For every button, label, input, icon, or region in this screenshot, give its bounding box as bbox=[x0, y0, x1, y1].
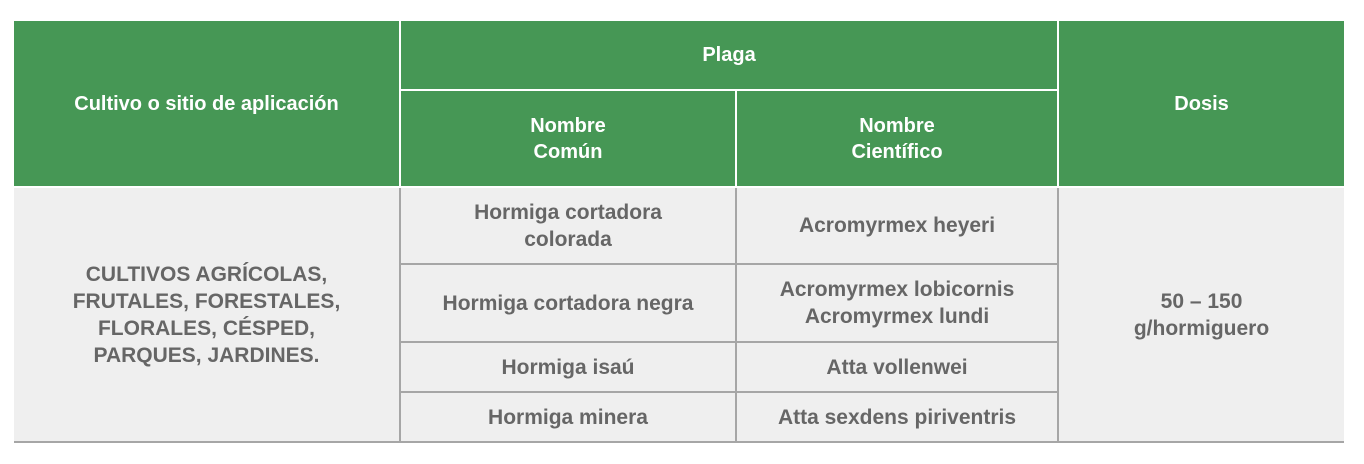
dosage-table bbox=[14, 21, 1344, 443]
table-row bbox=[14, 187, 1344, 264]
common-name-line: Hormiga cortadora negra bbox=[442, 291, 694, 315]
dosage-table-container bbox=[14, 21, 1344, 443]
crop-line: FLORALES, CÉSPED, bbox=[97, 316, 316, 340]
header-crop: Cultivo o sitio de aplicación bbox=[14, 21, 400, 187]
scientific-name-line: Acromyrmex lundi bbox=[804, 305, 990, 328]
scientific-name-cell bbox=[736, 392, 1058, 442]
common-name-cell bbox=[400, 264, 736, 342]
dose-line: g/hormiguero bbox=[1133, 316, 1270, 340]
crop-line: PARQUES, JARDINES. bbox=[93, 343, 320, 367]
header-scientific-name bbox=[736, 90, 1058, 187]
common-name-line: colorada bbox=[524, 227, 612, 251]
header-pest: Plaga bbox=[400, 21, 1058, 90]
crop-line: FRUTALES, FORESTALES, bbox=[72, 289, 341, 313]
common-name-cell bbox=[400, 392, 736, 442]
scientific-name-cell bbox=[736, 187, 1058, 264]
crop-cell bbox=[14, 187, 400, 442]
common-name-line: Hormiga cortadora bbox=[474, 200, 662, 224]
header-scientific-name-line: Científico bbox=[851, 140, 943, 163]
scientific-name-line: Acromyrmex lobicornis bbox=[779, 278, 1015, 301]
common-name-line: Hormiga isaú bbox=[501, 355, 635, 379]
scientific-name-line: Atta sexdens piriventris bbox=[777, 405, 1017, 429]
scientific-name-line: Acromyrmex heyeri bbox=[798, 214, 996, 237]
common-name-cell bbox=[400, 342, 736, 392]
dose-line: 50 – 150 bbox=[1160, 289, 1243, 313]
header-dose: Dosis bbox=[1058, 21, 1344, 187]
scientific-name-cell bbox=[736, 264, 1058, 342]
header-common-name-line: Nombre bbox=[530, 114, 606, 137]
header-common-name-line: Común bbox=[533, 140, 603, 163]
scientific-name-cell bbox=[736, 342, 1058, 392]
dose-cell bbox=[1058, 187, 1344, 442]
common-name-line: Hormiga minera bbox=[488, 405, 648, 429]
common-name-cell bbox=[400, 187, 736, 264]
crop-line: CULTIVOS AGRÍCOLAS, bbox=[85, 262, 328, 286]
header-scientific-name-line: Nombre bbox=[859, 114, 935, 137]
scientific-name-line: Atta vollenwei bbox=[826, 355, 968, 379]
header-common-name bbox=[400, 90, 736, 187]
